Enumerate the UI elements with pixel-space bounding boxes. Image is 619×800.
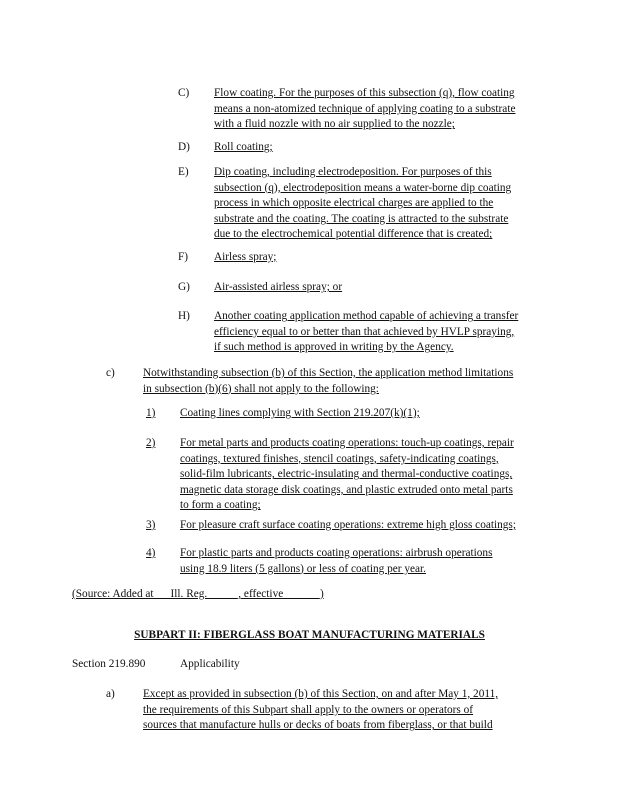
paragraph-a-text: [143, 687, 498, 734]
text-line: For plastic parts and products coating operations: airbrush operations: [180, 547, 493, 559]
list-item-4-text: [180, 546, 492, 577]
list-item-c-text: [214, 86, 515, 133]
text-line: Air-assisted airless spray; or: [214, 281, 343, 293]
text-line: using 18.9 liters (5 gallons) or less of coating per year.: [180, 562, 426, 575]
text-line: Dip coating, including electrodeposition. For purposes of this: [214, 166, 492, 178]
list-item-h-text: [214, 309, 518, 356]
text-line: For pleasure craft surface coating operations: extreme high gloss coatings;: [180, 519, 516, 531]
list-item-d-text: [214, 140, 273, 156]
list-item-1-text: [180, 406, 420, 422]
list-label-1: 1): [146, 407, 156, 419]
text-line: means a non-atomized technique of applying coating to a substrate: [214, 102, 516, 115]
section-number: Section 219.890: [72, 658, 146, 670]
text-line: subsection (q), electrodeposition means a water-borne dip coating: [214, 181, 512, 194]
text-line: magnetic data storage disk coatings, and plastic extruded onto metal parts: [180, 483, 513, 496]
text-line: if such method is approved in writing by the Agency.: [214, 341, 454, 354]
text-line: in subsection (b)(6) shall not apply to the following:: [143, 382, 379, 395]
text-line: Flow coating. For the purposes of this subsection (q), flow coating: [214, 87, 515, 99]
list-label-d: D): [178, 141, 190, 153]
list-item-g-text: [214, 280, 342, 296]
text-line: the requirements of this Subpart shall apply to the owners or operators of: [143, 703, 474, 716]
text-line: coatings, textured finishes, stencil coatings, safety-indicating coatings,: [180, 452, 499, 465]
text-line: Roll coating;: [214, 141, 273, 153]
list-label-4: 4): [146, 547, 156, 559]
text-line: to form a coating;: [180, 499, 261, 512]
list-label-f: F): [178, 251, 189, 263]
list-label-e: E): [178, 166, 189, 178]
text-line: sources that manufacture hulls or decks of boats from fiberglass, or that build: [143, 719, 493, 732]
text-line: Notwithstanding subsection (b) of this Section, the application method limitations: [143, 367, 514, 379]
text-line: substrate and the coating. The coating is attracted to the substrate: [214, 212, 509, 225]
list-label-3: 3): [146, 519, 156, 531]
list-item-3-text: [180, 518, 516, 534]
text-line: Another coating application method capable of achieving a transfer: [214, 310, 519, 322]
text-line: solid-film lubricants, electric-insulating and thermal-conductive coatings,: [180, 468, 513, 481]
paragraph-c-text: [143, 366, 513, 397]
list-item-f-text: [214, 250, 276, 266]
paragraph-label-a: a): [106, 688, 115, 700]
text-line: process in which opposite electrical charges are applied to the: [214, 197, 494, 210]
text-line: Coating lines complying with Section 219.207(k)(1);: [180, 407, 420, 419]
text-line: efficiency equal to or better than that achieved by HVLP spraying,: [214, 325, 515, 338]
text-line: Except as provided in subsection (b) of this Section, on and after May 1, 2011,: [143, 688, 499, 700]
list-label-g: G): [178, 281, 190, 293]
list-label-h: H): [178, 310, 190, 322]
text-line: due to the electrochemical potential difference that is created;: [214, 228, 493, 241]
subpart-heading: SUBPART II: FIBERGLASS BOAT MANUFACTURING MATERIALS: [134, 629, 485, 641]
source-note: (Source: Added at __ Ill. Reg. _____, effective ______): [72, 588, 324, 600]
text-line: Airless spray;: [214, 251, 277, 263]
list-item-e-text: [214, 165, 511, 243]
list-item-2-text: [180, 436, 514, 514]
list-label-2: 2): [146, 437, 156, 449]
paragraph-label-c: c): [106, 367, 115, 379]
list-label-c: C): [178, 87, 190, 99]
text-line: with a fluid nozzle with no air supplied to the nozzle;: [214, 118, 455, 131]
section-title: Applicability: [180, 658, 240, 670]
text-line: For metal parts and products coating operations: touch-up coatings, repair: [180, 437, 514, 449]
